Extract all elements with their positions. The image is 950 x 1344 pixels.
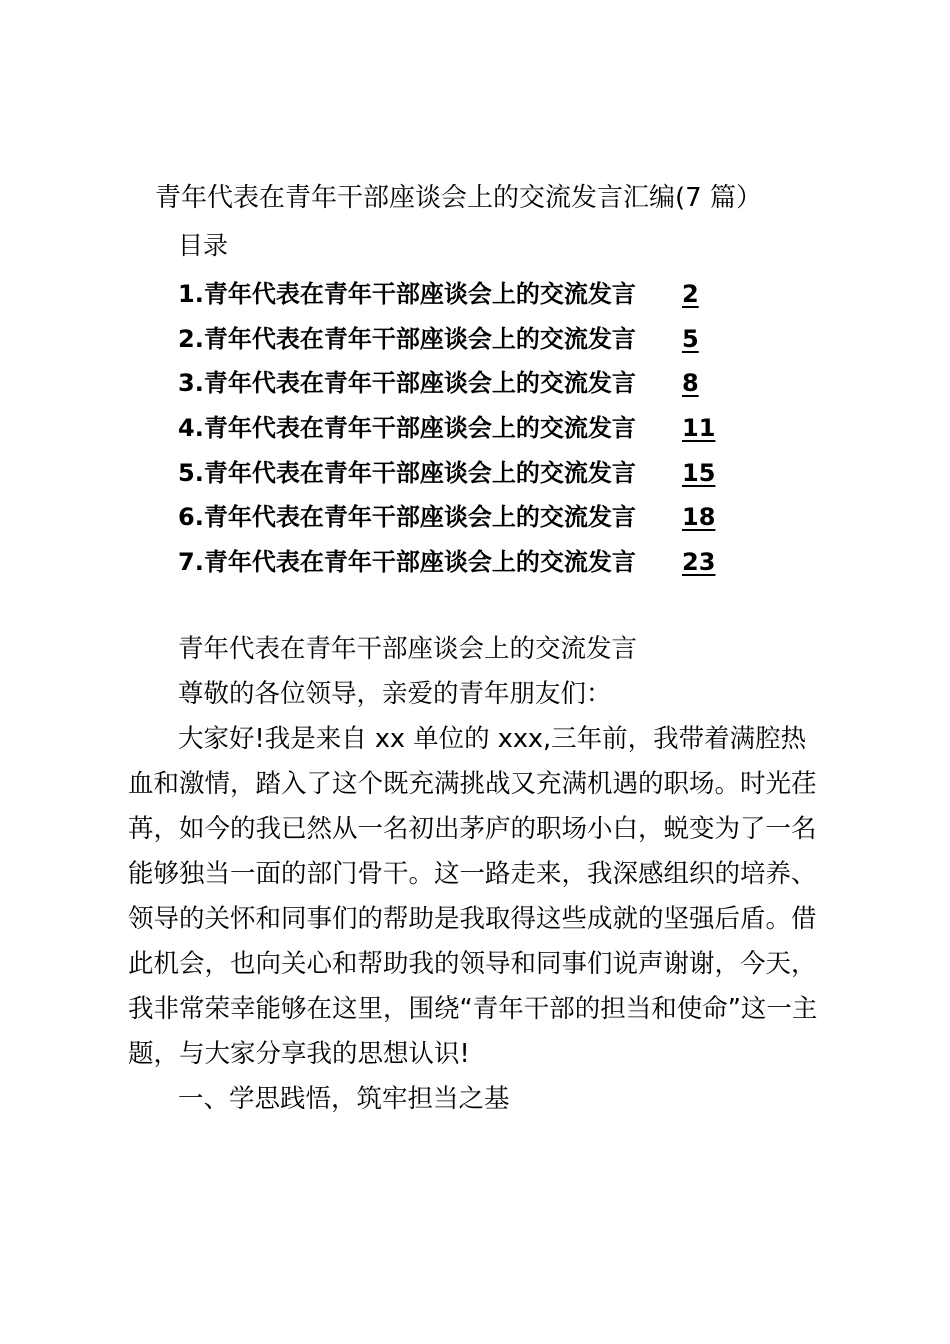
subsection-heading: 一、学思践悟，筑牢担当之基	[178, 1084, 510, 1114]
toc-entry-label: 4.青年代表在青年干部座谈会上的交流发言	[178, 414, 636, 443]
toc-entry-1[interactable]	[178, 272, 715, 317]
toc-entry-page: 18	[682, 503, 716, 532]
document-body	[128, 627, 828, 1122]
toc-entry-label: 1.青年代表在青年干部座谈会上的交流发言	[178, 280, 636, 308]
toc-entry-page: 8	[682, 369, 699, 398]
toc-entry-page: 2	[682, 280, 699, 308]
toc-entry-page: 11	[682, 414, 716, 443]
toc-entry-4[interactable]	[178, 406, 715, 451]
toc-entry-label: 3.青年代表在青年干部座谈会上的交流发言	[178, 369, 636, 398]
toc-heading: 目录	[178, 231, 229, 260]
table-of-contents	[178, 272, 715, 585]
toc-entry-3[interactable]	[178, 361, 715, 406]
toc-entry-label: 5.青年代表在青年干部座谈会上的交流发言	[178, 458, 636, 487]
toc-entry-7[interactable]	[178, 540, 715, 585]
toc-entry-label: 2.青年代表在青年干部座谈会上的交流发言	[178, 324, 636, 353]
toc-entry-page: 15	[682, 458, 716, 487]
toc-entry-page: 23	[682, 548, 716, 577]
toc-entry-label: 7.青年代表在青年干部座谈会上的交流发言	[178, 548, 636, 577]
toc-entry-2[interactable]	[178, 317, 715, 362]
toc-entry-page: 5	[682, 324, 699, 353]
document-title: 青年代表在青年干部座谈会上的交流发言汇编(7 篇）	[155, 183, 762, 213]
body-paragraph: 大家好!我是来自 xx 单位的 xxx,三年前，我带着满腔热血和激情，踏入了这个既充满挑战又充满机遇的职场。时光荏苒，如今的我已然从一名初出茅庐的职场小白，蜕变为了一名能够独当一面的部门骨干。这一路走来，我深感组织的培养、领导的关怀和同事们的帮助是我取得这些成就的坚强后盾。借此机会，也向关心和帮助我的领导和同事们说声谢谢，今天，我非常荣幸能够在这里，围绕“青年干部的担当和使命”这一主题，与大家分享我的思想认识!	[128, 724, 818, 1069]
salutation: 尊敬的各位领导，亲爱的青年朋友们：	[178, 679, 612, 709]
toc-entry-5[interactable]	[178, 451, 715, 496]
toc-entry-label: 6.青年代表在青年干部座谈会上的交流发言	[178, 503, 636, 532]
toc-entry-6[interactable]	[178, 495, 715, 540]
section-title: 青年代表在青年干部座谈会上的交流发言	[178, 634, 638, 664]
